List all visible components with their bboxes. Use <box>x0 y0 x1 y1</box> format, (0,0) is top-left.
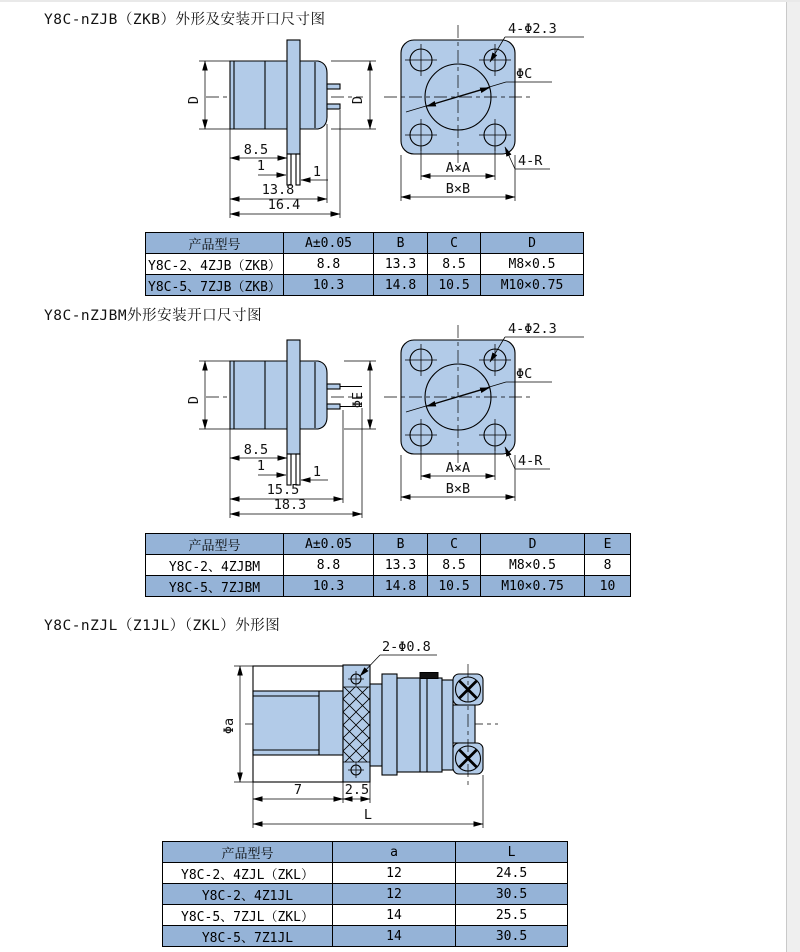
figure3-table <box>162 841 568 947</box>
cell: 10.3 <box>284 275 374 296</box>
table-row <box>146 555 631 576</box>
label-4-phi-2-3: 4-Φ2.3 <box>508 21 557 37</box>
cell: 12 <box>333 863 456 884</box>
dim-d-left: D <box>186 395 202 405</box>
cell: Y8C-5、7ZJB（ZKB） <box>146 275 284 296</box>
col-header: B <box>374 534 428 555</box>
cell: 8.5 <box>428 254 481 275</box>
cell: 30.5 <box>456 926 568 947</box>
dim-16-4: 16.4 <box>267 197 301 213</box>
cell: 25.5 <box>456 905 568 926</box>
cell: 10.3 <box>284 576 374 597</box>
pin <box>327 384 340 389</box>
pin <box>327 84 340 89</box>
dim-axa: A×A <box>445 160 471 176</box>
cell: 10.5 <box>428 275 481 296</box>
dim-2-5: 2.5 <box>344 782 370 798</box>
figure2-side-view <box>186 340 376 518</box>
label-2-phi-0-8: 2-Φ0.8 <box>382 639 431 655</box>
cell: M10×0.75 <box>481 275 584 296</box>
cell: 14 <box>333 926 456 947</box>
dim-1b: 1 <box>312 464 322 480</box>
figure2-title: Y8C-nZJBM外形安装开口尺寸图 <box>44 308 263 324</box>
cell: 8.8 <box>284 555 374 576</box>
table-row <box>163 905 568 926</box>
cell: Y8C-2、4ZJL（ZKL） <box>163 863 333 884</box>
table-row <box>163 863 568 884</box>
cell: Y8C-2、4Z1JL <box>163 884 333 905</box>
col-header: D <box>481 233 584 254</box>
table-row <box>163 884 568 905</box>
figure2-table <box>145 533 631 597</box>
dim-d-right: D <box>350 95 366 105</box>
cell: Y8C-5、7ZJL（ZKL） <box>163 905 333 926</box>
figure1-side-view <box>186 40 376 218</box>
cell: 10 <box>585 576 631 597</box>
cell: Y8C-2、4ZJB（ZKB） <box>146 254 284 275</box>
dim-bxb: B×B <box>445 181 471 197</box>
cell: 14.8 <box>374 275 428 296</box>
label-4-r: 4-R <box>518 453 543 469</box>
col-header: C <box>428 233 481 254</box>
dim-1b: 1 <box>312 164 322 180</box>
cell: 13.3 <box>374 254 428 275</box>
figure2-front-view <box>384 321 584 501</box>
dim-13-8: 13.8 <box>261 182 295 198</box>
cell: Y8C-5、7ZJBM <box>146 576 284 597</box>
figure1-front-view <box>384 21 584 201</box>
col-header: L <box>456 842 568 863</box>
figure1-title: Y8C-nZJB（ZKB）外形及安装开口尺寸图 <box>44 12 326 28</box>
dim-7: 7 <box>293 782 303 798</box>
label-phi-c: ΦC <box>516 366 533 382</box>
cell: 8.5 <box>428 555 481 576</box>
mounting-flange <box>287 340 300 454</box>
table-row <box>146 576 631 597</box>
cell: Y8C-2、4ZJBM <box>146 555 284 576</box>
cell: 8.8 <box>284 254 374 275</box>
cell: 14 <box>333 905 456 926</box>
cell: 8 <box>585 555 631 576</box>
table-row <box>146 254 584 275</box>
cell: Y8C-5、7Z1JL <box>163 926 333 947</box>
dim-8-5: 8.5 <box>243 142 269 158</box>
figure3-plug-view <box>221 639 498 828</box>
pin <box>327 104 340 109</box>
figure1-drawing <box>150 12 610 227</box>
cell: 10.5 <box>428 576 481 597</box>
table-row <box>163 926 568 947</box>
cell: M8×0.5 <box>481 254 584 275</box>
mounting-flange <box>287 40 300 154</box>
col-header: D <box>481 534 585 555</box>
col-header: a <box>333 842 456 863</box>
figure1-table <box>145 232 584 296</box>
figure3-title: Y8C-nZJL（Z1JL）（ZKL）外形图 <box>44 618 281 634</box>
col-header: A±0.05 <box>284 233 374 254</box>
col-header: C <box>428 534 481 555</box>
figure2-drawing <box>150 312 610 527</box>
cell: M10×0.75 <box>481 576 585 597</box>
col-header: 产品型号 <box>146 233 284 254</box>
dim-axa: A×A <box>445 460 471 476</box>
table-row <box>146 275 584 296</box>
table-header-row <box>146 233 584 254</box>
cell: 24.5 <box>456 863 568 884</box>
table-header-row <box>146 534 631 555</box>
dim-1a: 1 <box>256 158 266 174</box>
dim-18-3: 18.3 <box>273 497 307 513</box>
col-header: A±0.05 <box>284 534 374 555</box>
dim-1a: 1 <box>256 458 266 474</box>
cell: 14.8 <box>374 576 428 597</box>
cell: M8×0.5 <box>481 555 585 576</box>
label-4-phi-2-3: 4-Φ2.3 <box>508 321 557 337</box>
knurled-ring <box>343 665 370 782</box>
label-phi-c: ΦC <box>516 66 533 82</box>
table-header-row <box>163 842 568 863</box>
col-header: 产品型号 <box>146 534 284 555</box>
dim-phi-a: Φa <box>221 717 237 735</box>
col-header: E <box>585 534 631 555</box>
cell: 13.3 <box>374 555 428 576</box>
col-header: B <box>374 233 428 254</box>
dim-bxb: B×B <box>445 481 471 497</box>
dim-d-left: D <box>186 95 202 105</box>
dim-8-5: 8.5 <box>243 442 269 458</box>
col-header: 产品型号 <box>163 842 333 863</box>
page-edge-gutter <box>786 2 800 952</box>
cell: 30.5 <box>456 884 568 905</box>
pin <box>327 404 340 409</box>
label-4-r: 4-R <box>518 153 543 169</box>
cell: 12 <box>333 884 456 905</box>
dim-phi-e: ΦE <box>350 391 366 409</box>
figure3-drawing <box>200 634 520 839</box>
dim-l: L <box>363 807 373 823</box>
dim-15-5: 15.5 <box>266 482 300 498</box>
